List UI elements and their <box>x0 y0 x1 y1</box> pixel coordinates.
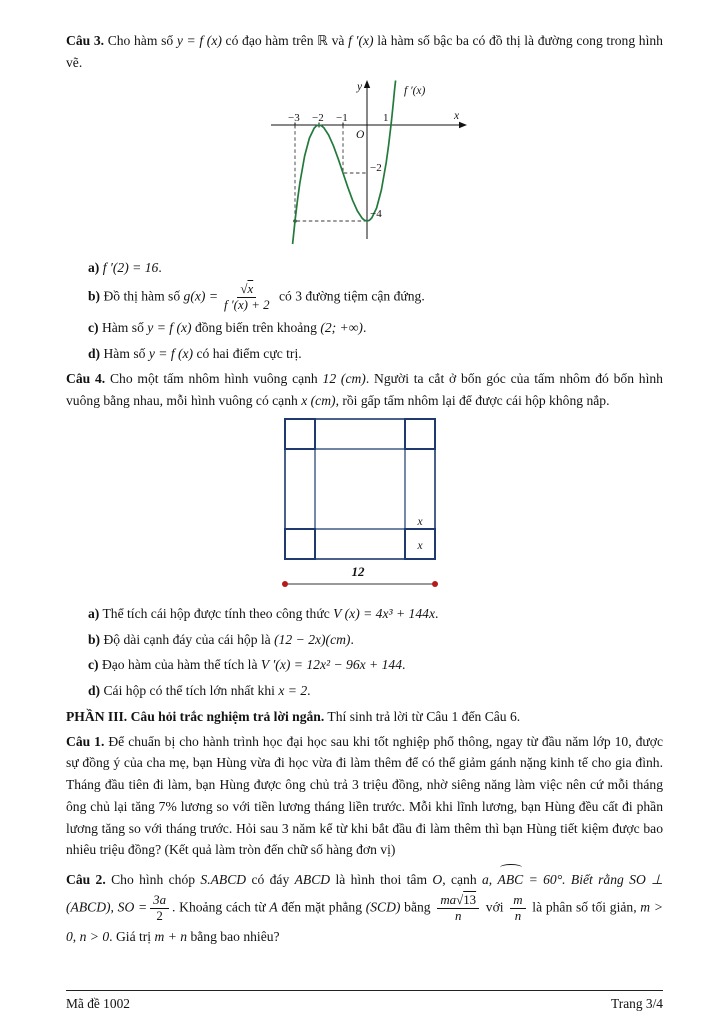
text-run: . Giá trị <box>109 928 155 944</box>
text-run: là phân số tối giản, <box>528 899 641 915</box>
math-inline: (12 − 2x)(cm) <box>274 631 351 647</box>
tick-label: −3 <box>288 111 300 124</box>
corner-cut-square <box>405 419 435 449</box>
fraction <box>437 893 479 924</box>
fraction <box>221 282 273 313</box>
fraction-numerator <box>237 282 256 298</box>
part3-heading <box>66 706 663 728</box>
math-inline: y = f (x) <box>176 33 222 48</box>
option-label: b) <box>88 288 101 304</box>
text-run: . Khoảng cách từ <box>172 899 270 915</box>
page-number: Trang 3/4 <box>611 996 663 1011</box>
part-heading-label: PHẦN III. Câu hỏi trắc nghiệm trả lời ngắn. <box>66 708 325 724</box>
q4-statement <box>66 368 663 412</box>
q4-figure <box>66 415 663 599</box>
text-run: . <box>307 683 311 699</box>
text-run: có đáy <box>246 872 295 888</box>
text-run: bằng bao nhiêu? <box>187 928 280 944</box>
math-inline: = 60°. Biết rằng <box>523 872 630 888</box>
q4-option-d <box>66 680 663 702</box>
option-label: c) <box>88 657 99 673</box>
q3-option-c <box>66 317 663 339</box>
y-axis-arrow <box>364 80 370 88</box>
text-run: là hàm số bậc ba có đồ thị là đường cong trong hình vẽ. <box>66 33 663 70</box>
page-footer <box>66 990 663 1012</box>
text-run: Cho hình chóp <box>105 872 201 888</box>
math-inline: n > 0 <box>79 928 110 944</box>
text-run: , <box>72 928 80 944</box>
math-inline: y = f (x) <box>147 319 192 335</box>
text-run: Đồ thị hàm số <box>100 288 184 304</box>
text-run: đến mặt phẳng <box>277 899 366 915</box>
q4-option-b <box>66 629 663 651</box>
math-inline: m + n <box>154 928 188 944</box>
q4-sheet-figure <box>265 415 465 595</box>
text-run: Đạo hàm của hàm thể tích là <box>98 657 261 673</box>
value-label: −2 <box>370 161 382 174</box>
text-run: . <box>158 259 162 275</box>
sqrt-icon: √ <box>240 281 248 297</box>
math-inline: m > 0 <box>66 899 663 944</box>
text-run: , cạnh <box>442 872 482 888</box>
fraction-denominator: f ′(x) + 2 <box>224 297 270 313</box>
fraction-denominator: n <box>454 907 462 923</box>
radicand: 13 <box>463 892 477 908</box>
math-inline: a, <box>481 872 493 888</box>
side-length-label: 12 <box>351 563 364 579</box>
math-inline: 12 (cm) <box>322 371 366 387</box>
option-label: c) <box>88 319 99 335</box>
q3-statement <box>66 30 663 74</box>
part-3 <box>66 706 663 953</box>
q4-option-a <box>66 603 663 625</box>
q3-derivative-graph <box>257 77 472 249</box>
math-inline: A <box>269 899 278 915</box>
math-inline: x (cm) <box>301 393 336 409</box>
text-run: với <box>482 899 508 915</box>
curve-label: f ′(x) <box>404 84 426 97</box>
text-run: Cho một tấm nhôm hình vuông cạnh <box>105 371 323 387</box>
math-inline: g(x) = <box>183 288 219 304</box>
fraction <box>510 893 525 924</box>
math-inline: V ′(x) = 12x² − 96x + 144 <box>260 657 403 673</box>
option-label: d) <box>88 683 101 699</box>
dimension-endpoint-dot <box>432 581 438 587</box>
question-label: Câu 4. <box>66 371 106 387</box>
question-label: Câu 3. <box>66 33 105 48</box>
q3-option-d <box>66 343 663 365</box>
text-run: , rồi gấp tấm nhôm lại để được cái hộp không nắp. <box>335 393 610 409</box>
text-run: Cái hộp có thể tích lớn nhất khi <box>100 683 279 699</box>
text-run: Độ dài cạnh đáy của cái hộp là <box>100 631 275 647</box>
q3-figure <box>66 77 663 253</box>
text-run: Thể tích cái hộp được tính theo công thức <box>99 605 334 621</box>
math-inline: S.ABCD <box>200 872 247 888</box>
tick-label: −2 <box>312 111 324 124</box>
math-inline: O <box>432 872 443 888</box>
text-run: bằng <box>400 899 435 915</box>
fraction-numerator <box>437 893 479 909</box>
text-run: là hình thoi tâm <box>330 872 433 888</box>
text-run: . <box>350 631 354 647</box>
q3-option-b <box>66 282 663 313</box>
x-axis-label: x <box>454 109 460 122</box>
angle-widehat <box>498 864 524 893</box>
part3-q1 <box>66 731 663 862</box>
x-axis-arrow <box>459 121 467 127</box>
text-run: . Người ta cắt ở bốn góc của tấm nhôm đó bốn hình vuông bằng nhau, mỗi hình vuông có cạnh <box>66 371 663 409</box>
math-inline: SO ⊥ (ABCD), SO = <box>66 872 663 915</box>
math-inline: V (x) = 4x³ + 144x <box>333 605 435 621</box>
text-run: . <box>402 657 406 673</box>
value-label: −4 <box>370 207 382 220</box>
math-inline: y = f (x) <box>148 345 194 361</box>
text-run: . <box>435 605 439 621</box>
text-run: Cho hàm số <box>104 33 177 48</box>
fraction-denominator: 2 <box>156 907 163 923</box>
text-run: có đạo hàm trên ℝ và <box>221 33 349 48</box>
cut-size-label: x <box>416 515 423 528</box>
y-axis-label: y <box>357 80 363 93</box>
tick-label: −1 <box>336 111 348 124</box>
exam-code: Mã đề 1002 <box>66 996 130 1011</box>
tick-label: 1 <box>383 111 389 124</box>
q4-option-c <box>66 654 663 676</box>
math-inline: ABCD <box>294 872 331 888</box>
text-run: Thí sinh trả lời từ Câu 1 đến Câu 6. <box>324 708 521 724</box>
fraction-numerator: 3a <box>150 893 169 909</box>
question-3 <box>66 30 663 368</box>
option-label: a) <box>88 605 100 621</box>
option-label: d) <box>88 345 101 361</box>
text-run: Hàm số <box>98 319 148 335</box>
part3-q2 <box>66 864 663 949</box>
option-label: b) <box>88 631 101 647</box>
radicand: x <box>247 281 254 297</box>
math-inline: (SCD) <box>365 899 401 915</box>
fraction-denominator: n <box>514 907 522 923</box>
q3-option-a <box>66 257 663 279</box>
text-run: có 3 đường tiệm cận đứng. <box>275 288 425 304</box>
math-inline: f ′(x) <box>348 33 374 48</box>
math-inline: ma <box>440 892 457 908</box>
option-label: a) <box>88 259 100 275</box>
math-inline: (2; +∞) <box>320 319 363 335</box>
origin-label: O <box>356 128 365 141</box>
text-run: . <box>362 319 367 335</box>
fraction-numerator: m <box>510 893 525 909</box>
math-inline: ABC <box>497 872 524 888</box>
corner-cut-square <box>285 419 315 449</box>
dimension-endpoint-dot <box>282 581 288 587</box>
text-run: Để chuẩn bị cho hành trình học đại học sau khi tốt nghiệp phổ thông, ngay từ đầu năm lớp 10, được sự đồng ý của cha mẹ, bạn Hùng vừa đi học vừa đi làm thêm để có thể giảm gánh nặng kinh tế cho gia đình. Tháng đầu tiên đi làm, bạn Hùng được ông chủ trả 3 triệu đồng, nhờ siêng năng làm việc nên cứ mỗi tháng ông chủ lại tăng 7% lương so với tiền lương tháng liền trước. Mỗi khi lĩnh lương, bạn Hùng đều cất đi phần lương tăng so với tháng trước. Hỏi sau 3 năm kể từ khi bắt đầu đi làm thêm thì bạn Hùng tiết kiệm được bao nhiêu triệu đồng? (Kết quả làm tròn đến chữ số hàng đơn vị) <box>66 733 663 858</box>
fraction <box>150 893 169 924</box>
question-4 <box>66 368 663 706</box>
corner-cut-square <box>285 529 315 559</box>
sheet-outline <box>285 419 435 559</box>
question-label: Câu 1. <box>66 733 105 749</box>
math-inline: x = 2 <box>278 683 308 699</box>
text-run: có hai điểm cực trị. <box>193 345 302 361</box>
text-run: đồng biến trên khoảng <box>191 319 321 335</box>
cut-size-label: x <box>416 539 423 552</box>
text-run: Hàm số <box>100 345 149 361</box>
math-inline: f ′(2) = 16 <box>102 259 159 275</box>
question-label: Câu 2. <box>66 872 106 888</box>
sqrt-icon: √ <box>456 892 464 908</box>
